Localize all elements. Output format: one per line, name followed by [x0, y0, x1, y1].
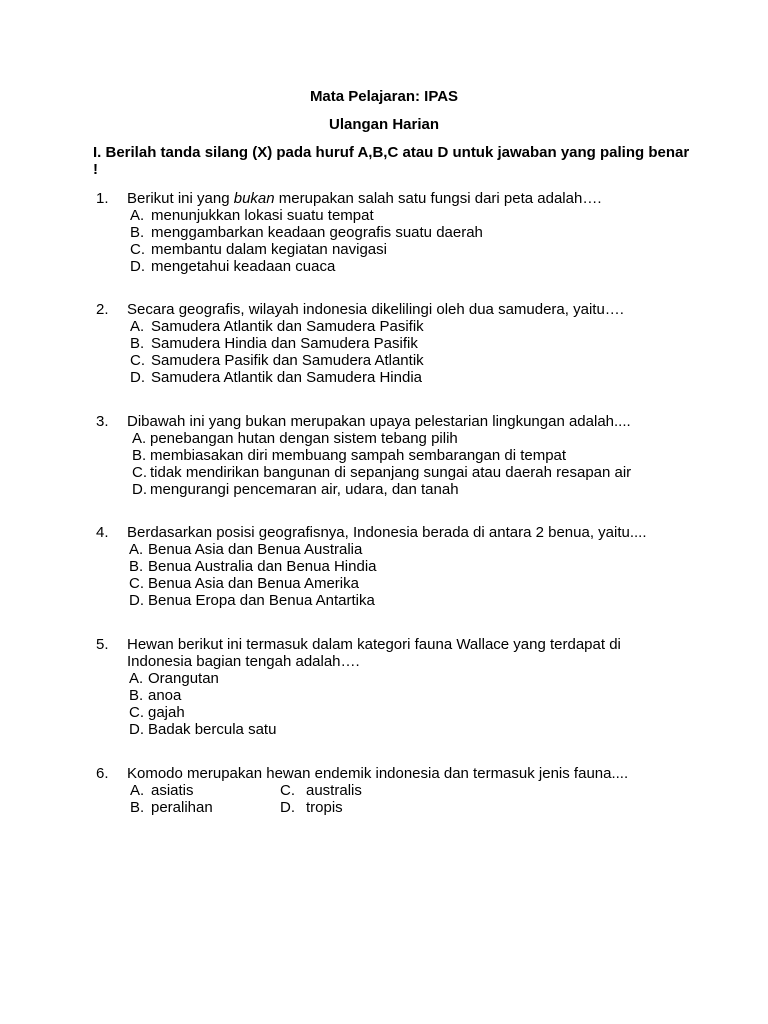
option-c: C. australis: [280, 782, 362, 799]
option-d: D. Badak bercula satu: [129, 721, 277, 738]
option-d: D. mengetahui keadaan cuaca: [130, 258, 336, 275]
option-c: C. gajah: [129, 704, 185, 721]
question-number: 4.: [96, 524, 109, 541]
test-title: Ulangan Harian: [328, 116, 440, 133]
option-c: C. Benua Asia dan Benua Amerika: [129, 575, 359, 592]
option-list: [132, 430, 631, 498]
option-list-right: [280, 782, 362, 816]
option-a: A. Samudera Atlantik dan Samudera Pasifik: [130, 318, 424, 335]
option-list: [129, 670, 276, 738]
option-b: B. menggambarkan keadaan geografis suatu daerah: [130, 224, 483, 241]
option-list: [130, 207, 483, 275]
option-c: C. membantu dalam kegiatan navigasi: [130, 241, 387, 258]
question-text: Dibawah ini yang bukan merupakan upaya pelestarian lingkungan adalah....: [127, 413, 631, 430]
instruction: I. Berilah tanda silang (X) pada huruf A,B,C atau D untuk jawaban yang paling benar !: [93, 144, 690, 178]
option-a: A. Orangutan: [129, 670, 219, 687]
question-number: 6.: [96, 765, 109, 782]
question-number: 1.: [96, 190, 109, 207]
question-text: Hewan berikut ini termasuk dalam kategori fauna Wallace yang terdapat di Indonesia bagian tengah adalah….: [127, 636, 621, 670]
option-a: A. Benua Asia dan Benua Australia: [129, 541, 363, 558]
option-list: [129, 541, 377, 609]
option-b: B. membiasakan diri membuang sampah sembarangan di tempat: [132, 447, 567, 464]
option-a: A. menunjukkan lokasi suatu tempat: [130, 207, 374, 224]
option-d: D. Benua Eropa dan Benua Antartika: [129, 592, 375, 609]
option-c: C. tidak mendirikan bangunan di sepanjang sungai atau daerah resapan air: [132, 464, 632, 481]
option-d: D. tropis: [280, 799, 343, 816]
question-text: Berikut ini yang bukan merupakan salah satu fungsi dari peta adalah….: [127, 190, 602, 207]
question-number: 5.: [96, 636, 109, 653]
option-list: [130, 318, 424, 386]
option-b: B. peralihan: [130, 799, 213, 816]
option-list-left: [130, 782, 213, 816]
option-a: A. asiatis: [130, 782, 194, 799]
option-a: A. penebangan hutan dengan sistem tebang pilih: [132, 430, 458, 447]
option-c: C. Samudera Pasifik dan Samudera Atlantik: [130, 352, 424, 369]
subject-title: Mata Pelajaran: IPAS: [309, 88, 459, 105]
question-number: 2.: [96, 301, 109, 318]
question-text: Komodo merupakan hewan endemik indonesia dan termasuk jenis fauna....: [127, 765, 629, 782]
option-b: B. Samudera Hindia dan Samudera Pasifik: [130, 335, 418, 352]
option-d: D. mengurangi pencemaran air, udara, dan tanah: [132, 481, 459, 498]
question-number: 3.: [96, 413, 109, 430]
question-text: Berdasarkan posisi geografisnya, Indonesia berada di antara 2 benua, yaitu....: [127, 524, 647, 541]
question-text: Secara geografis, wilayah indonesia dikelilingi oleh dua samudera, yaitu….: [127, 301, 624, 318]
option-b: B. Benua Australia dan Benua Hindia: [129, 558, 377, 575]
option-d: D. Samudera Atlantik dan Samudera Hindia: [130, 369, 422, 386]
option-b: B. anoa: [129, 687, 182, 704]
